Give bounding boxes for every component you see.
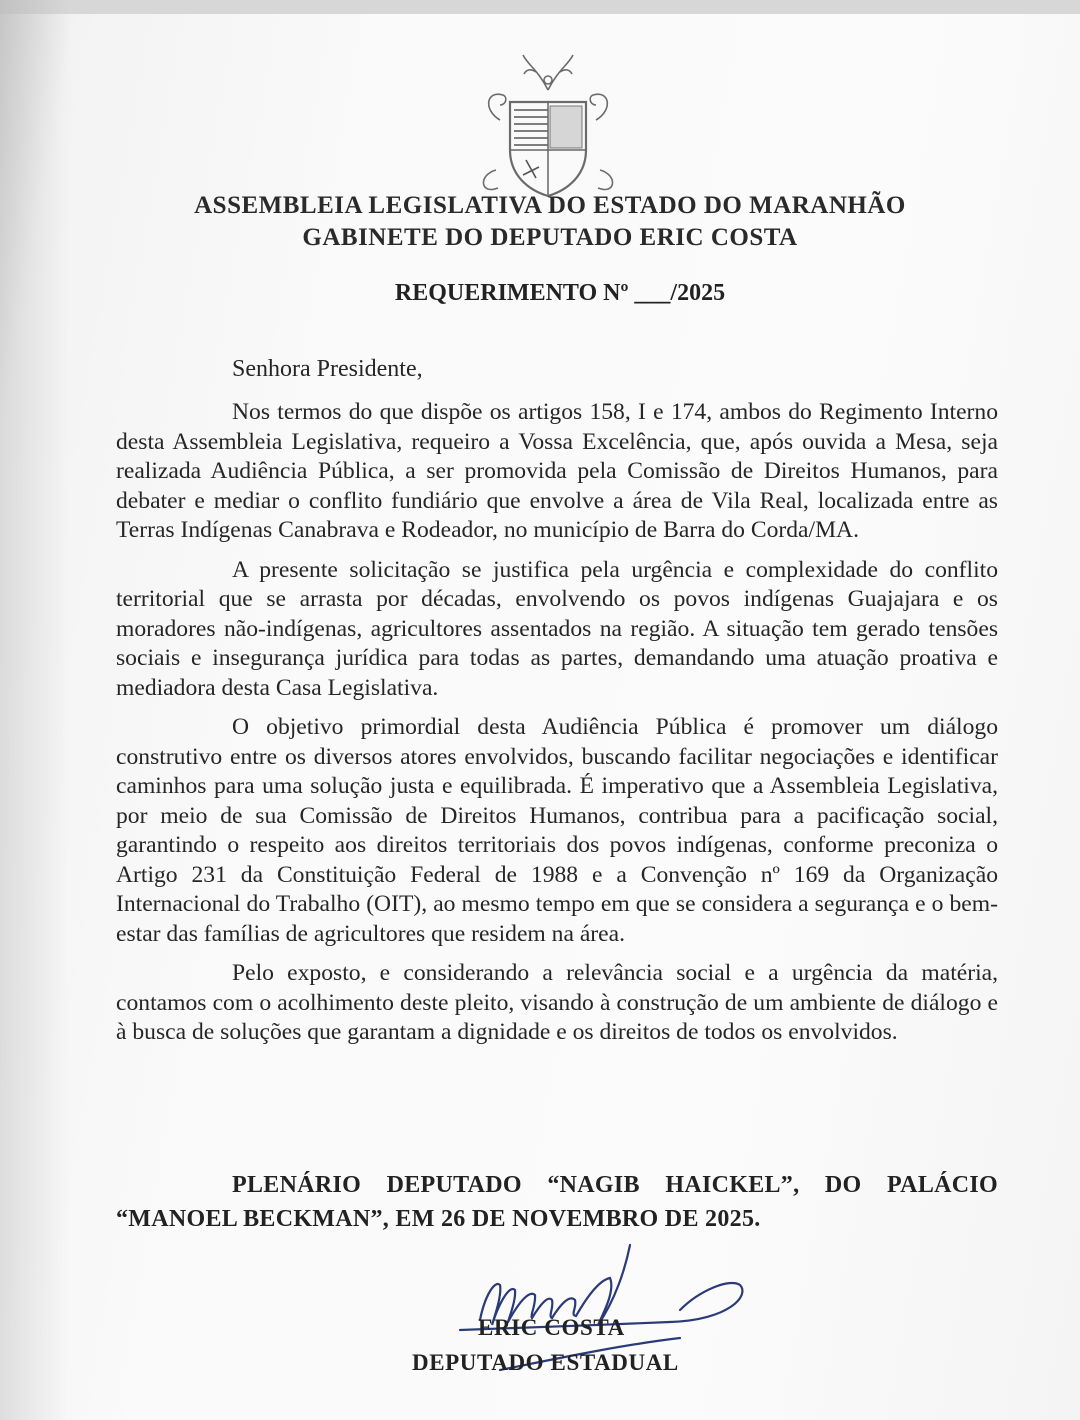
body-paragraph: Pelo exposto, e considerando a relevância social e a urgência da matéria, contamos com o acolhimento deste pleito, visando à construção de um ambiente de diálogo e à busca de soluções que garantam a dignidade e os direitos de todos os envolvidos. xyxy=(116,960,998,1045)
closing-statement: PLENÁRIO DEPUTADO “NAGIB HAICKEL”, DO PALÁCIO “MANOEL BECKMAN”, EM 26 DE NOVEMBRO DE 2025. xyxy=(116,1172,998,1232)
document-title: REQUERIMENTO Nº ___/2025 xyxy=(394,280,726,306)
body-paragraph: O objetivo primordial desta Audiência Pública é promover um diálogo construtivo entre os diversos atores envolvidos, buscando facilitar negociações e identificar caminhos para uma solução justa e equilibrada. É imperativo que a Assembleia Legislativa, por meio de sua Comissão de Direitos Humanos, contribua para a pacificação social, garantindo o respeito aos direitos territoriais dos povos indígenas, conforme preconiza o Artigo 231 da Constituição Federal de 1988 e a Convenção nº 169 da Organização Internacional do Trabalho (OIT), ao mesmo tempo em que se considera a segurança e o bem-estar das famílias de agricultores que residem na área. xyxy=(116,714,998,947)
document-body xyxy=(116,398,998,1058)
institution-title: ASSEMBLEIA LEGISLATIVA DO ESTADO DO MARANHÃO xyxy=(194,192,906,219)
page-fold-shadow xyxy=(0,0,70,1420)
office-title: GABINETE DO DEPUTADO ERIC COSTA xyxy=(302,224,798,251)
scan-top-edge xyxy=(0,0,1080,14)
signatory-role: DEPUTADO ESTADUAL xyxy=(412,1350,679,1375)
salutation: Senhora Presidente, xyxy=(232,356,423,382)
body-paragraph: Nos termos do que dispõe os artigos 158, I e 174, ambos do Regimento Interno desta Assembleia Legislativa, requeiro a Vossa Excelência, que, após ouvida a Mesa, seja realizada Audiência Pública, a ser promovida pela Comissão de Direitos Humanos, para debater e mediar o conflito fundiário que envolve a área de Vila Real, localizada entre as Terras Indígenas Canabrava e Rodeador, no município de Barra do Corda/MA. xyxy=(116,399,998,543)
coat-of-arms-icon xyxy=(478,50,618,200)
body-paragraph: A presente solicitação se justifica pela urgência e complexidade do conflito territorial que se arrasta por décadas, envolvendo os povos indígenas Guajajara e os moradores não-indígenas, agricultores assentados na região. A situação tem gerado tensões sociais e insegurança jurídica para todas as partes, demandando uma atuação proativa e mediadora desta Casa Legislativa. xyxy=(116,556,998,701)
signatory-name: ERIC COSTA xyxy=(478,1315,625,1340)
